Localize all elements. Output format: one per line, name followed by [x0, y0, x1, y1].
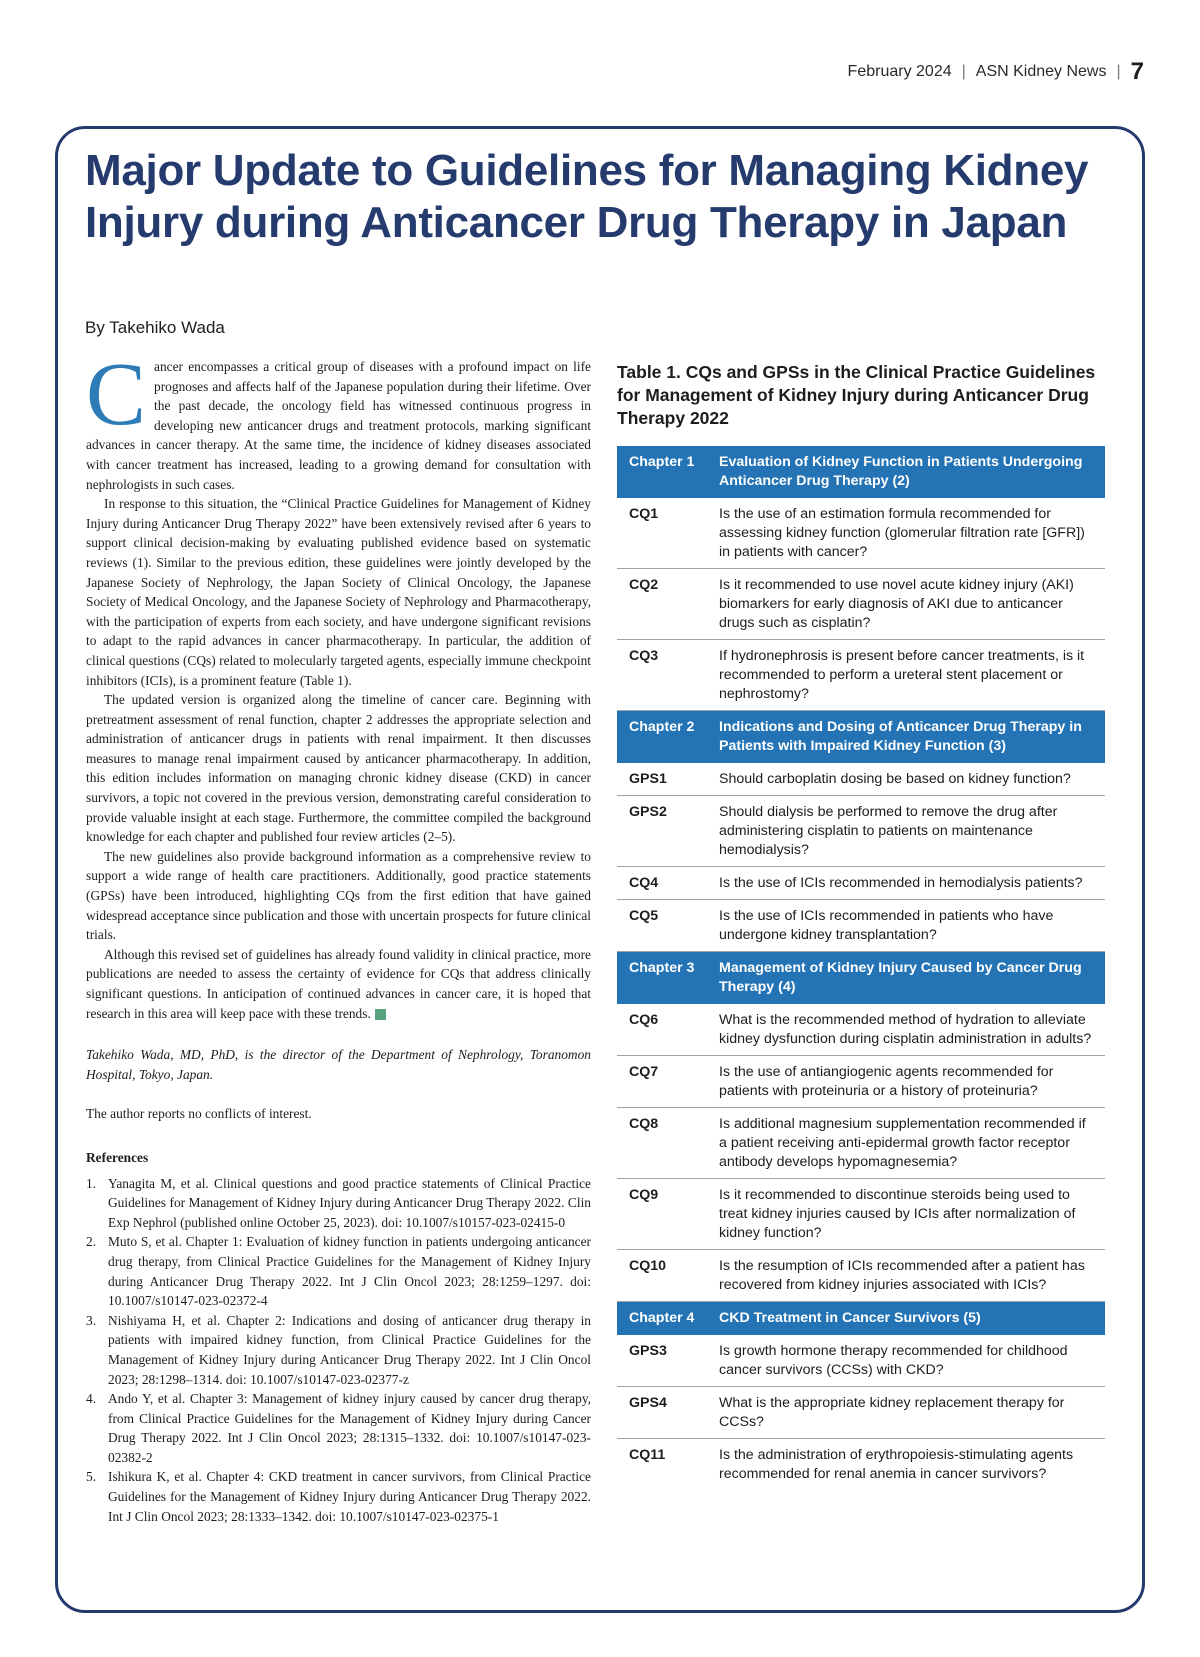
table-row: CQ5 Is the use of ICIs recommended in patients who have undergone kidney transplantation? [617, 900, 1105, 952]
table-row: CQ3 If hydronephrosis is present before cancer treatments, is it recommended to perform a ureteral stent placement or nephrostomy? [617, 640, 1105, 711]
body-paragraph: The new guidelines also provide background information as a comprehensive review to support a wide range of health care practitioners. Additionally, good practice statements (GPSs) have been introduced, highlighting CQs from the first edition that have gained widespread acceptance since publication and those with uncertain prospects for future clinical trials. [86, 848, 591, 943]
table-row: CQ11 Is the administration of erythropoiesis-stimulating agents recommended for renal anemia in cancer survivors? [629, 1447, 1074, 1482]
table-row: CQ9 Is it recommended to discontinue steroids being used to treat kidney injuries caused by ICIs after normalization of kidney function? [617, 1179, 1105, 1250]
table-row: CQ8 Is additional magnesium supplementation recommended if a patient receiving anti-epidermal growth factor receptor antibody develops hypomagnesemia? [617, 1108, 1105, 1179]
table-row: GPS3 Is growth hormone therapy recommended for childhood cancer survivors (CCSs) with CKD? [617, 1335, 1105, 1387]
page-header [848, 58, 1144, 86]
reference-item: 4. Ando Y, et al. Chapter 3: Management of kidney injury caused by cancer drug therapy, from Clinical Practice Guidelines for the Management of Kidney Injury during Cancer Drug Therapy 2022. Int J Clin Oncol 2023; 28:1315–1332. doi: 10.1007/s10147-023-02382-2 [86, 1391, 591, 1465]
references-list [86, 1174, 591, 1527]
table-row: CQ6 What is the recommended method of hydration to alleviate kidney dysfunction during cisplatin administration in adults? [617, 1004, 1105, 1056]
chapter-row: Chapter 2 Indications and Dosing of Anticancer Drug Therapy in Patients with Impaired Kidney Function (3) [617, 711, 1105, 763]
table-row: GPS2 Should dialysis be performed to remove the drug after administering cisplatin to patients on maintenance hemodialysis? [617, 796, 1105, 867]
drop-cap: C [86, 345, 147, 444]
chapter-row: Chapter 4 CKD Treatment in Cancer Survivors (5) [617, 1302, 1105, 1335]
publication-name: ASN Kidney News [975, 63, 1107, 80]
conflicts-statement: The author reports no conflicts of interest. [86, 1106, 312, 1122]
cq-table [617, 446, 1105, 1490]
table-row: CQ2 Is it recommended to use novel acute kidney injury (AKI) biomarkers for early diagnosis of AKI due to anticancer drugs such as cisplatin? [617, 569, 1105, 640]
end-mark-icon [375, 1009, 386, 1020]
table-row: GPS4 What is the appropriate kidney replacement therapy for CCSs? [617, 1387, 1105, 1439]
reference-item: 2. Muto S, et al. Chapter 1: Evaluation of kidney function in patients undergoing anticancer drug therapy, from Clinical Practice Guidelines for the Management of Kidney Injury during Anticancer Drug Therapy 2022. Int J Clin Oncol 2023; 28:1259–1297. doi: 10.1007/s10147-023-02372-4 [86, 1234, 591, 1309]
table-row: CQ10 Is the resumption of ICIs recommended after a patient has recovered from kidney injuries associated with ICIs? [617, 1250, 1105, 1302]
byline: By Takehiko Wada [85, 318, 225, 337]
table-row: CQ7 Is the use of antiangiogenic agents recommended for patients with proteinuria or a history of proteinuria? [617, 1056, 1105, 1108]
table-caption: Table 1. CQs and GPSs in the Clinical Practice Guidelines for Management of Kidney Injury during Anticancer Drug Therapy 2022 [617, 362, 1096, 428]
chapter-row: Chapter 3 Management of Kidney Injury Caused by Cancer Drug Therapy (4) [617, 952, 1105, 1004]
table-row: GPS1 Should carboplatin dosing be based on kidney function? [617, 763, 1105, 796]
article-body [86, 345, 591, 1526]
table-row: CQ4 Is the use of ICIs recommended in hemodialysis patients? [617, 867, 1105, 900]
author-bio: Takehiko Wada, MD, PhD, is the director of the Department of Nephrology, Toranomon Hospital, Tokyo, Japan. [86, 1047, 591, 1082]
table-row: CQ1 Is the use of an estimation formula recommended for assessing kidney function (glomerular filtration rate [GFR]) in patients with cancer? [617, 498, 1105, 569]
page-number: 7 [1130, 58, 1144, 85]
issue-date: February 2024 [847, 63, 952, 80]
body-paragraph: In response to this situation, the “Clinical Practice Guidelines for Management of Kidney Injury during Anticancer Drug Therapy 2022” have been extensively revised after 6 years to support clinical decision-making by evaluating published evidence based on systematic reviews (1). Similar to the previous edition, these guidelines were jointly developed by the Japanese Society of Nephrology, the Japan Society of Clinical Oncology, the Japanese Society of Medical Oncology, and the Japanese Society of Nephrology and Pharmacotherapy, with the participation of experts from each society, and have undergone significant revisions to adapt to the rapid advances in cancer pharmacotherapy. In particular, the addition of clinical questions (CQs) related to molecularly targeted agents, especially immune checkpoint inhibitors (ICIs), is a prominent feature (Table 1). [86, 496, 591, 688]
body-paragraph: Although this revised set of guidelines has already found validity in clinical practice, more publications are needed to assess the certainty of evidence for CQs that address clinically significant questions. In anticipation of continued advances in cancer care, it is hoped that research in this area will keep pace with these trends. [86, 946, 591, 1021]
chapter-row: Chapter 1 Evaluation of Kidney Function in Patients Undergoing Anticancer Drug Therapy (2) [617, 446, 1105, 498]
references-heading: References [86, 1149, 149, 1165]
body-paragraph: The updated version is organized along the timeline of cancer care. Beginning with pretreatment assessment of renal function, chapter 2 addresses the appropriate selection and administration of anticancer drugs in patients with renal impairment. It then discusses measures to manage renal impairment caused by anticancer pharmacotherapy. In addition, this edition includes information on managing chronic kidney disease (CKD) in cancer survivors, a topic not covered in the previous version, demonstrating careful consideration to provide valuable insight at each stage. Furthermore, the committee compiled the background knowledge for each chapter and published four review articles (2–5). [86, 692, 591, 845]
reference-item: 3. Nishiyama H, et al. Chapter 2: Indications and dosing of anticancer drug therapy in patients with impaired kidney function, from Clinical Practice Guidelines for the Management of Kidney Injury during Anticancer Drug Therapy 2022. Int J Clin Oncol 2023; 28:1298–1314. doi: 10.1007/s10147-023-02377-z [86, 1312, 591, 1387]
reference-item: 1. Yanagita M, et al. Clinical questions and good practice statements of Clinical Practice Guidelines for Management of Kidney Injury during Anticancer Drug Therapy 2022. Clin Exp Nephrol (published online October 25, 2023). doi: 10.1007/s10157-023-02415-0 [86, 1175, 591, 1230]
header-separator: | [961, 63, 966, 80]
header-separator: | [1116, 63, 1121, 80]
reference-item: 5. Ishikura K, et al. Chapter 4: CKD treatment in cancer survivors, from Clinical Practice Guidelines for the Management of Kidney Injury during Anticancer Drug Therapy 2022. Int J Clin Oncol 2023; 28:1333–1342. doi: 10.1007/s10147-023-02375-1 [86, 1469, 591, 1524]
article-title: Major Update to Guidelines for Managing Kidney Injury during Anticancer Drug Therapy in Japan [85, 146, 1089, 247]
body-paragraph: Cancer encompasses a critical group of diseases with a profound impact on life prognoses and affects half of the Japanese population during their lifetime. Over the past decade, the oncology field has witnessed continuous progress in developing new anticancer drugs and treatment protocols, marking significant advances in cancer therapy. At the same time, the incidence of kidney diseases associated with cancer treatment has increased, leading to a growing demand for consultation with nephrologists in such cases. [86, 345, 591, 492]
